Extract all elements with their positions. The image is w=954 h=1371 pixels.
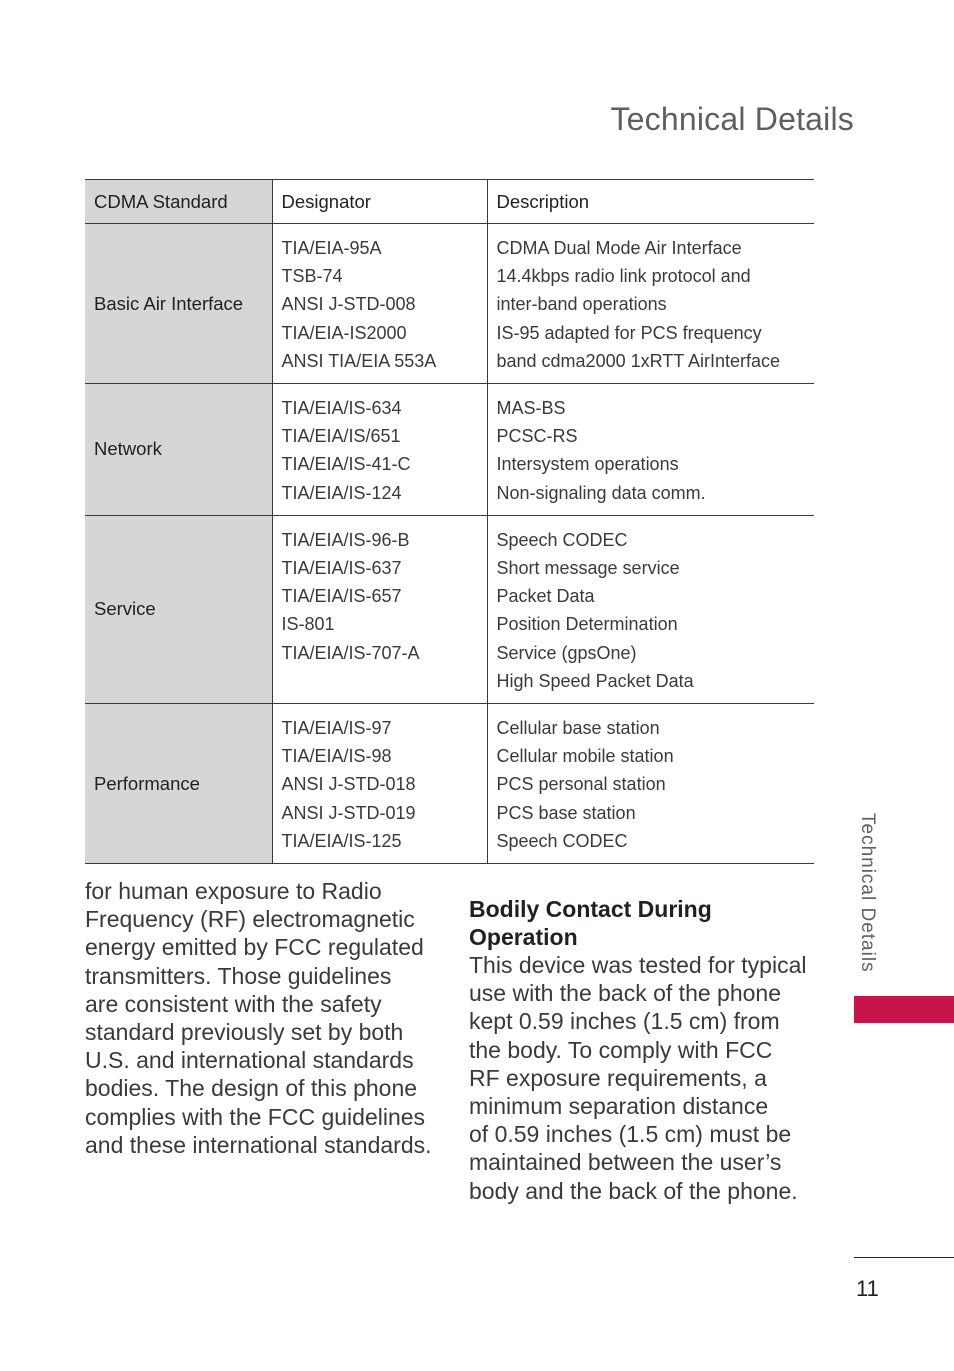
rf-exposure-paragraph <box>85 877 445 1159</box>
description-line: Cellular base station <box>496 718 660 739</box>
paragraph-line: maintained between the user’s <box>469 1149 782 1176</box>
designator-line: ANSI J-STD-018 <box>281 774 416 795</box>
description-line: Speech CODEC <box>496 830 628 851</box>
paragraph-line: energy emitted by FCC regulated <box>85 934 424 961</box>
page-title: Technical Details <box>610 101 854 138</box>
table-header-row <box>85 180 814 224</box>
bodily-contact-paragraph <box>469 951 819 1205</box>
paragraph-line: for human exposure to Radio <box>85 878 382 904</box>
paragraph-line: transmitters. Those guidelines <box>85 962 392 989</box>
footer-divider <box>854 1257 954 1258</box>
paragraph-line: bodies. The design of this phone <box>85 1075 418 1102</box>
description-line: High Speed Packet Data <box>496 670 694 691</box>
description-cell <box>487 224 814 384</box>
standard-cell: Performance <box>85 704 272 864</box>
designator-line: TIA/EIA/IS-657 <box>281 586 402 607</box>
paragraph-line: use with the back of the phone <box>469 980 781 1007</box>
heading-line: Bodily Contact During <box>469 896 712 923</box>
designator-line: TIA/EIA-IS2000 <box>281 322 407 343</box>
designator-line: ANSI TIA/EIA 553A <box>281 350 437 371</box>
description-line: IS-95 adapted for PCS frequency <box>496 322 762 343</box>
paragraph-line: and these international standards. <box>85 1131 432 1158</box>
description-line: Speech CODEC <box>496 529 628 550</box>
column-header-description: Description <box>487 180 814 224</box>
description-line: MAS-BS <box>496 398 566 419</box>
description-line: Position Determination <box>496 614 678 635</box>
description-line: Short message service <box>496 558 680 579</box>
designator-line: TIA/EIA/IS-707-A <box>281 642 420 663</box>
standard-cell: Network <box>85 384 272 516</box>
designator-cell <box>272 224 487 384</box>
cdma-standards-table <box>85 179 814 864</box>
designator-line: IS-801 <box>281 614 335 635</box>
paragraph-line: body and the back of the phone. <box>469 1177 798 1204</box>
paragraph-line: are consistent with the safety <box>85 990 382 1017</box>
description-line: inter-band operations <box>496 294 667 315</box>
side-section-label: Technical Details <box>857 813 878 973</box>
description-line: Packet Data <box>496 586 595 607</box>
designator-line: TIA/EIA/IS-96-B <box>281 529 410 550</box>
description-line: Non-signaling data comm. <box>496 482 706 503</box>
table-row <box>85 384 814 516</box>
description-line: band cdma2000 1xRTT AirInterface <box>496 350 780 371</box>
paragraph-line: U.S. and international standards <box>85 1047 414 1074</box>
paragraph-line: of 0.59 inches (1.5 cm) must be <box>469 1121 792 1148</box>
section-tab-marker <box>854 996 954 1023</box>
designator-line: TIA/EIA/IS-41-C <box>281 454 411 475</box>
designator-line: TIA/EIA/IS-97 <box>281 718 392 739</box>
description-line: CDMA Dual Mode Air Interface <box>496 238 742 258</box>
designator-line: TIA/EIA/IS-125 <box>281 830 402 851</box>
description-line: PCSC-RS <box>496 426 578 447</box>
description-line: 14.4kbps radio link protocol and <box>496 266 751 287</box>
designator-cell <box>272 704 487 864</box>
description-line: PCS base station <box>496 802 636 823</box>
description-line: Intersystem operations <box>496 454 679 475</box>
standard-cell: Basic Air Interface <box>85 224 272 384</box>
standard-cell: Service <box>85 515 272 703</box>
paragraph-line: the body. To comply with FCC <box>469 1036 773 1063</box>
section-heading <box>469 895 814 951</box>
table-row <box>85 704 814 864</box>
column-header-designator: Designator <box>272 180 487 224</box>
designator-line: TIA/EIA/IS-98 <box>281 746 392 767</box>
paragraph-line: minimum separation distance <box>469 1093 769 1120</box>
paragraph-line: complies with the FCC guidelines <box>85 1103 426 1130</box>
designator-cell <box>272 515 487 703</box>
designator-line: TIA/EIA/IS/651 <box>281 426 401 447</box>
table-row <box>85 515 814 703</box>
description-line: Service (gpsOne) <box>496 642 637 663</box>
table-row <box>85 224 814 384</box>
paragraph-line: kept 0.59 inches (1.5 cm) from <box>469 1008 780 1035</box>
description-cell <box>487 515 814 703</box>
column-header-cdma-standard: CDMA Standard <box>85 180 272 224</box>
paragraph-line: standard previously set by both <box>85 1019 404 1046</box>
paragraph-line: Frequency (RF) electromagnetic <box>85 906 415 933</box>
paragraph-line: RF exposure requirements, a <box>469 1064 767 1091</box>
description-cell <box>487 384 814 516</box>
designator-line: TSB-74 <box>281 266 343 287</box>
page-number: 11 <box>856 1276 879 1301</box>
description-line: Cellular mobile station <box>496 746 674 767</box>
description-line: PCS personal station <box>496 774 666 795</box>
description-cell <box>487 704 814 864</box>
designator-line: TIA/EIA/IS-634 <box>281 398 402 419</box>
paragraph-line: This device was tested for typical <box>469 952 807 978</box>
designator-cell <box>272 384 487 516</box>
designator-line: ANSI J-STD-019 <box>281 802 416 823</box>
designator-line: ANSI J-STD-008 <box>281 294 416 315</box>
heading-line: Operation <box>469 924 578 951</box>
designator-line: TIA/EIA/IS-637 <box>281 558 402 579</box>
designator-line: TIA/EIA-95A <box>281 238 382 258</box>
designator-line: TIA/EIA/IS-124 <box>281 482 402 503</box>
